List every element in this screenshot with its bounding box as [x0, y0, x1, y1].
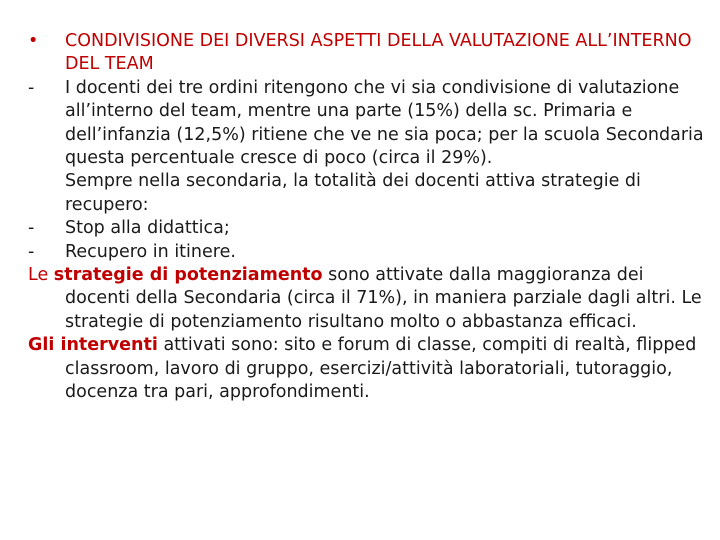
- list-item-text: Recupero in itinere.: [65, 241, 236, 262]
- continuation-line: Sempre nella secondaria, la totalità dei docenti attiva strategie di recupero:: [65, 171, 641, 215]
- dash-marker: -: [28, 218, 35, 239]
- list-item-text: Stop alla didattica;: [65, 218, 230, 239]
- interventi-text: attivati sono: sito e forum di classe, compiti di realtà, flipped classroom, lavoro di gruppo, esercizi/attività laboratoriali, tutoraggio, docenza tra pari, approfondimenti.: [65, 335, 697, 403]
- slide-body: [28, 30, 708, 405]
- continuation-text: [28, 170, 708, 217]
- heading-bullet-line: [28, 30, 708, 77]
- bullet-marker: •: [28, 31, 39, 51]
- list-item: [28, 241, 708, 264]
- heading-text: CONDIVISIONE DEI DIVERSI ASPETTI DELLA VALUTAZIONE ALL’INTERNO DEL TEAM: [65, 31, 692, 75]
- potenziamento-text: sono attivate dalla maggioranza dei docenti della Secondaria (circa il 71%), in maniera parziale dagli altri. Le strategie di potenziamento risultano molto o abbastanza efficaci.: [65, 265, 702, 332]
- potenziamento-label-le: Le: [28, 265, 49, 286]
- potenziamento-paragraph: [28, 264, 708, 334]
- list-item-text: I docenti dei tre ordini ritengono che vi sia condivisione di valutazione all’interno del team, mentre una parte (15%) della sc. Primaria e dell’infanzia (12,5%) ritiene che ve ne sia poca; per la scuola Secondaria questa percentuale cresce di poco (circa il 29%).: [65, 77, 704, 169]
- list-item: [28, 77, 708, 171]
- list-item: [28, 217, 708, 240]
- dash-marker: -: [28, 241, 35, 262]
- dash-marker: -: [28, 77, 35, 98]
- interventi-paragraph: [28, 334, 708, 404]
- potenziamento-label-bold: strategie di potenziamento: [53, 265, 323, 286]
- interventi-label-bold: Gli interventi: [28, 335, 158, 356]
